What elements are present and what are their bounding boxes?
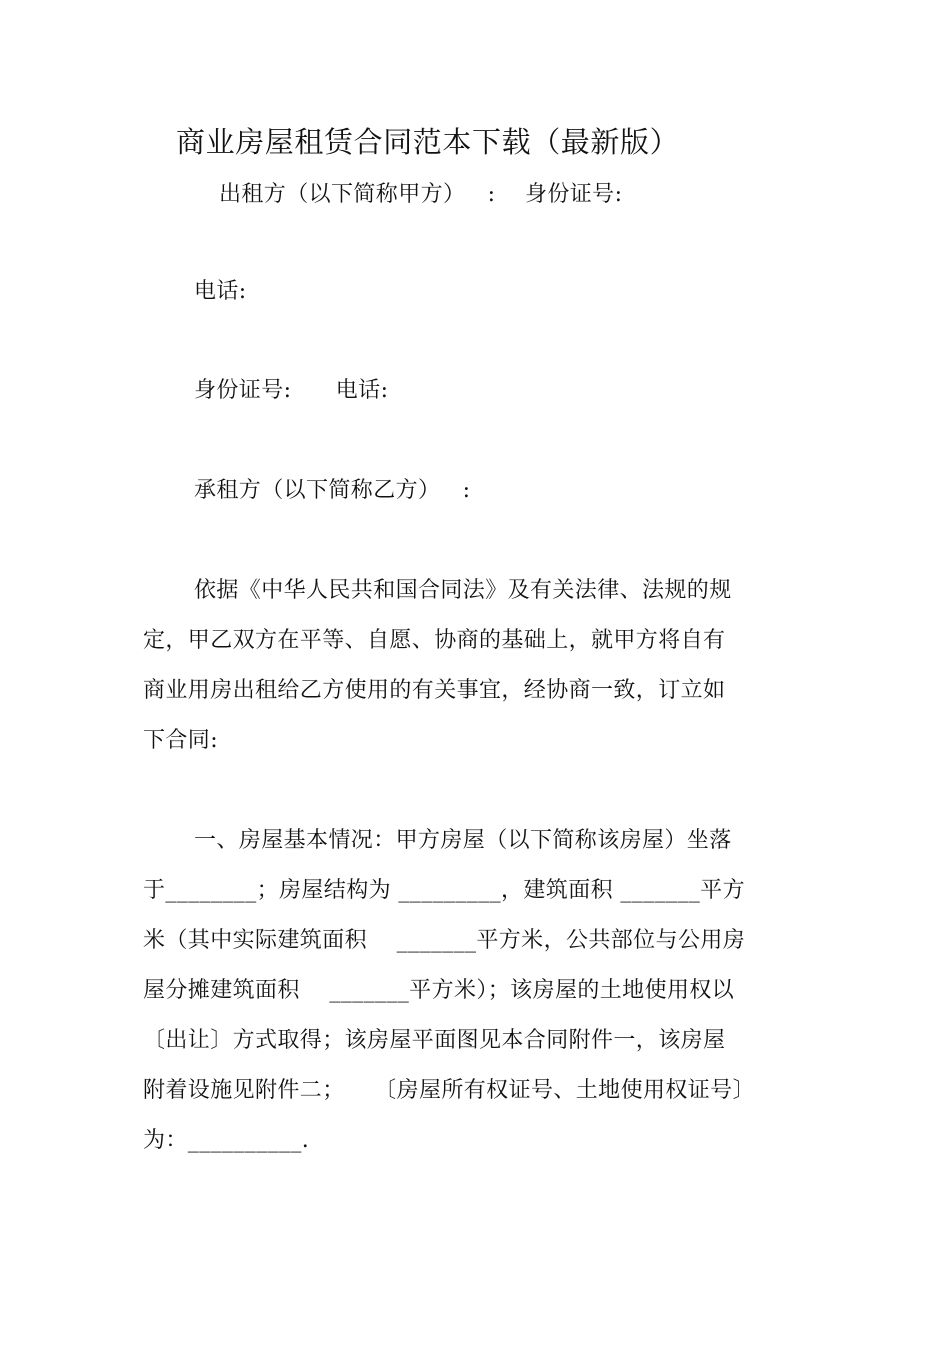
section-1-line: 米（其中实际建筑面积 _______平方米，公共部位与公用房 [143, 928, 746, 953]
intro-line: 商业用房出租给乙方使用的有关事宜，经协商一致，订立如 [143, 678, 726, 703]
id-phone-line: 身份证号: 电话: [194, 378, 389, 403]
lessor-phone-line: 电话: [194, 279, 247, 304]
lessee-line: 承租方（以下简称乙方） : [194, 478, 471, 503]
section-1-line: 一、房屋基本情况：甲方房屋（以下简称该房屋）坐落 [194, 828, 732, 853]
intro-line: 下合同: [143, 728, 219, 753]
lessor-line: 出租方（以下简称甲方） : 身份证号: [219, 182, 623, 207]
section-1-line: 屋分摊建筑面积 _______平方米）；该房屋的土地使用权以 [143, 978, 735, 1003]
document-title: 商业房屋租赁合同范本下载（最新版） [176, 125, 680, 159]
intro-line: 定，甲乙双方在平等、自愿、协商的基础上，就甲方将自有 [143, 628, 726, 653]
intro-line: 依据《中华人民共和国合同法》及有关法律、法规的规 [194, 578, 732, 603]
section-1-line: 附着设施见附件二； 〔房屋所有权证号、土地使用权证号〕 [143, 1078, 755, 1103]
section-1-line: 〔出让〕方式取得；该房屋平面图见本合同附件一，该房屋 [143, 1028, 726, 1053]
section-1-line: 于________；房屋结构为 _________，建筑面积 _______平方 [143, 878, 745, 903]
section-1-line: 为：__________. [143, 1128, 310, 1153]
